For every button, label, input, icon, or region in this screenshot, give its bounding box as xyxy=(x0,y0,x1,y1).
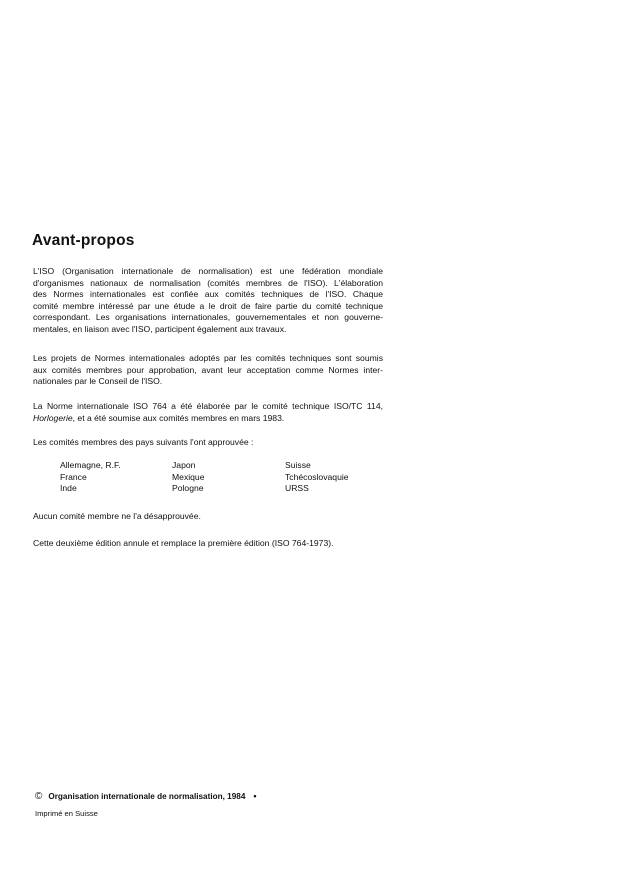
paragraph-edition-note: Cette deuxième édition annule et remplace la première édition (ISO 764-1973). xyxy=(33,538,334,548)
country-name: Allemagne, R.F. xyxy=(60,460,121,470)
text-line: correspondant. Les organisations internationales, gouvernementales et non gouverne- xyxy=(33,312,383,323)
copyright-text: Organisation internationale de normalisation, 1984 xyxy=(48,792,246,801)
country-name: Japon xyxy=(172,460,196,470)
country-column xyxy=(285,460,405,495)
paragraph-standard-origin xyxy=(33,401,383,424)
page-title: Avant-propos xyxy=(32,232,135,249)
paragraph-iso-description xyxy=(33,266,383,336)
country-column xyxy=(60,460,180,495)
text-line: aux comités membres pour approbation, avant leur acceptation comme Normes inter- xyxy=(33,364,383,375)
bullet-icon: • xyxy=(253,791,257,801)
printed-in-note: Imprimé en Suisse xyxy=(35,809,98,818)
country-name: URSS xyxy=(285,483,309,493)
text-line: nationales par le Conseil de l'ISO. xyxy=(33,376,163,387)
text-line xyxy=(33,413,383,425)
country-name: Tchécoslovaquie xyxy=(285,471,349,482)
text-line: mentales, en liaison avec l'ISO, participent également aux travaux. xyxy=(33,323,287,334)
copyright-icon: © xyxy=(35,791,43,802)
paragraph-approval-process xyxy=(33,353,383,388)
country-column xyxy=(172,460,292,495)
text-line: d'organismes nationaux de normalisation (comités membres de l'ISO). L'élaboration xyxy=(33,277,383,288)
text-line: comité membre intéressé par une étude a le droit de faire partie du comité technique xyxy=(33,300,383,311)
country-name: France xyxy=(60,471,87,482)
copyright-footer xyxy=(35,791,257,802)
country-name: Suisse xyxy=(285,460,311,470)
country-name: Pologne xyxy=(172,483,204,493)
text-line: L'ISO (Organisation internationale de normalisation) est une fédération mondiale xyxy=(33,266,383,276)
country-name: Mexique xyxy=(172,471,205,482)
paragraph-approving-members: Les comités membres des pays suivants l'ont approuvée : xyxy=(33,437,254,447)
text-fragment: , et a été soumise aux comités membres en mars 1983. xyxy=(72,412,285,423)
text-line: La Norme internationale ISO 764 a été élaborée par le comité technique ISO/TC 114, xyxy=(33,401,383,411)
text-line: Les projets de Normes internationales adoptés par les comités techniques sont soumis xyxy=(33,353,383,363)
text-line: des Normes internationales est confiée aux comités techniques de l'ISO. Chaque xyxy=(33,289,383,300)
paragraph-no-disapproval: Aucun comité membre ne l'a désapprouvée. xyxy=(33,511,201,521)
italic-term: Horlogerie xyxy=(33,412,73,423)
country-name: Inde xyxy=(60,483,77,493)
